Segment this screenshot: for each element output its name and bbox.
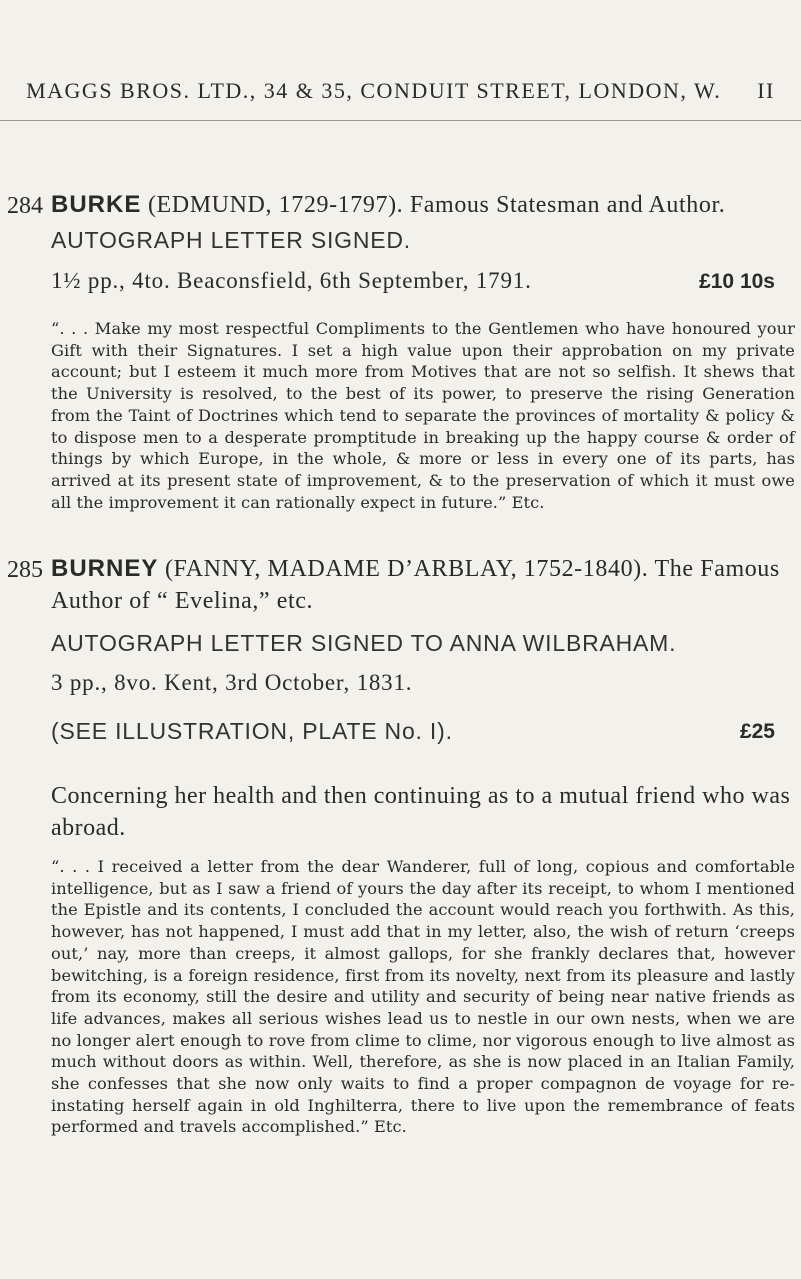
letter-quote: “. . . Make my most respectful Compliments to the Gentlemen who have honoured your Gift with their Signatures. I set a high value upon their approbation on my private account; but I esteem it much more from Motives that are not so selfish. It shews that the University is resolved, to the best of its power, to preserve the rising Generation from the Taint of Doctrines which tend to separate the provinces of mortality & policy & to dispose men to a desperate promptitude in breaking up the happy course & order of things by which Europe, in the whole, & more or less in every one of its parts, has arrived at its present state of improvement, & to the preservation of which it must owe all the improvement it can rationally expect in future.” Etc.	[51, 319, 795, 512]
author-description: (EDMUND, 1729-1797). Famous Statesman and Author.	[147, 192, 726, 218]
page-header	[0, 78, 801, 104]
author-description: (FANNY, MADAME D’ARBLAY, 1752-1840). The Famous Author of “ Evelina,” etc.	[51, 556, 780, 614]
item-type: AUTOGRAPH LETTER SIGNED TO ANNA WILBRAHAM.	[51, 630, 677, 656]
letter-quote: “. . . I received a letter from the dear Wanderer, full of long, copious and comfortable intelligence, but as I saw a friend of yours the day after its receipt, to whom I mentioned the Epistle and its contents, I concluded the account would reach you forthwith. As this, however, has not happened, I must add that in my letter, also, the wish of return ‘creeps out,’ nay, more than creeps, it almost gallops, for she frankly declares that, however bewitching, is a foreign residence, first from its novelty, next from its pleasure and lastly from its economy, still the desire and utility and security of being near native friends as life advances, makes all serious wishes lead us to nestle in our own nests, when we are no longer alert enough to rove from clime to clime, nor vigorous enough to live almost as much without doors as within. Well, therefore, as she is now placed in an Italian Family, she confesses that she now only waits to find a proper compagnon de voyage for re-instating herself again in old Inghilterra, there to live upon the remembrance of feats performed and travels accomplished.” Etc.	[51, 857, 795, 1137]
entry-heading	[51, 553, 796, 617]
price: £10 10s	[699, 270, 775, 293]
running-title: MAGGS BROS. LTD., 34 & 35, CONDUIT STREET, LONDON, W.	[26, 78, 722, 103]
lot-number: 284	[7, 193, 43, 219]
lot-number: 285	[7, 557, 43, 583]
item-type: AUTOGRAPH LETTER SIGNED.	[51, 227, 411, 253]
author-name: BURKE	[51, 191, 142, 218]
entry-heading	[51, 189, 796, 221]
author-name: BURNEY	[51, 555, 159, 582]
page-number: II	[757, 78, 775, 103]
illustration-note: (SEE ILLUSTRATION, PLATE No. I).	[51, 718, 453, 744]
entry-summary: Concerning her health and then continuing as to a mutual friend who was abroad.	[51, 783, 791, 841]
item-details: 1½ pp., 4to. Beaconsfield, 6th September, 1791.	[51, 268, 532, 293]
header-rule	[0, 120, 801, 121]
price: £25	[739, 720, 775, 743]
item-details: 3 pp., 8vo. Kent, 3rd October, 1831.	[51, 670, 413, 695]
